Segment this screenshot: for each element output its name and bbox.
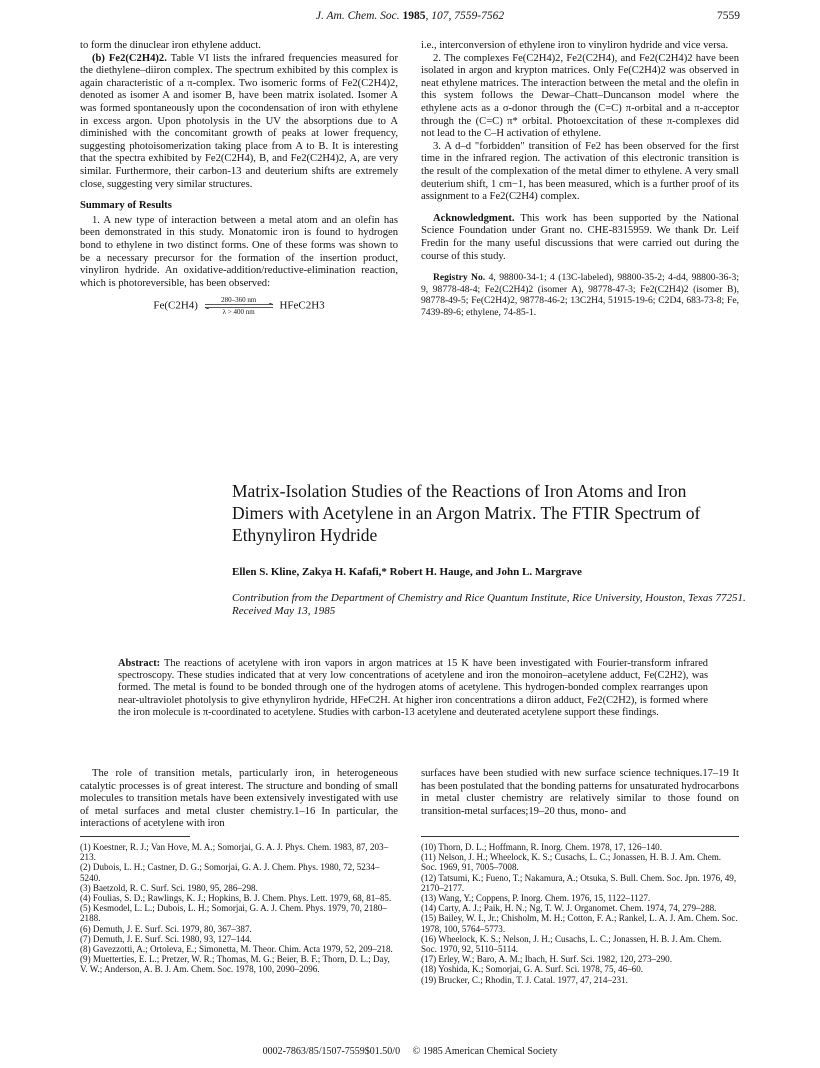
- prev-paragraph: 2. The complexes Fe(C2H4)2, Fe2(C2H4), and Fe2(C2H4)2 have been isolated in argon and krypton matrices. Only Fe(C2H4)2 was observed in neat ethylene matrices. The interaction between the metal and the olefin in this system follows the Dewar–Chatt–Duncanson model where the ethylene acts as a σ-donor through the (C=C) π-orbital and a π-acceptor through the (C=C) π* orbital. Photoexcitation of these π-complexes did not lead to the C–H activation of ethylene.: [421, 52, 739, 140]
- footnote-rule: [421, 836, 739, 837]
- article-affiliation: Contribution from the Department of Chemistry and Rice Quantum Institute, Rice University, Houston, Texas 77251. Received May 13, 1985: [232, 592, 746, 617]
- journal-name: J. Am. Chem. Soc.: [315, 10, 400, 22]
- abstract-text: The reactions of acetylene with iron vapors in argon matrices at 15 K have been investigated with Fourier-transform infrared spectroscopy. These studies indicated that at very low concentrations of acetylene and iron the monoiron–acetylene adduct, Fe(C2H2), was formed. The metal is found to be bonded through one of the hydrogen atoms of acetylene. This hydrogen-bonded complex rearranges upon near-ultraviolet photolysis to give ethynyliron hydride, HFeC2H. At higher iron concentrations a diiron adduct, Fe2(C2H2), is formed where the iron molecule is π-coordinated to acetylene. Studies with carbon-13 acetylene and deuterated acetylene support these findings.: [118, 658, 708, 718]
- reference-item: (18) Yoshida, K.; Somorjai, G. A. Surf. Sci. 1978, 75, 46–60.: [421, 964, 644, 975]
- prev-paragraph: i.e., interconversion of ethylene iron to vinyliron hydride and vice versa.: [421, 40, 729, 51]
- prev-article-left-column: [80, 40, 398, 316]
- abstract: [118, 658, 708, 719]
- abstract-label: Abstract:: [118, 658, 161, 669]
- registry-heading: Registry No.: [433, 272, 486, 284]
- reference-item: (10) Thorn, D. L.; Hoffmann, R. Inorg. Chem. 1978, 17, 126–140.: [421, 842, 662, 852]
- forward-condition: 280–360 nm: [221, 296, 257, 305]
- article-title: Matrix-Isolation Studies of the Reactions of Iron Atoms and Iron Dimers with Acetylene in an Argon Matrix. The FTIR Spectrum of Ethynyliron Hydride: [232, 481, 701, 545]
- prev-paragraph: 1. A new type of interaction between a metal atom and an olefin has been demonstrated in this study. Monatomic iron is found to hydrogen bond to ethylene in two distinct forms. One of these forms was shown to be a necessary precursor for the formation of the insertion product, vinyliron hydride. An oxidative-addition/reductive-elimination reaction, which is photoreversible, has been observed:: [80, 214, 398, 289]
- equation-reactant: Fe(C2H4): [153, 299, 198, 312]
- reference-item: (3) Baetzold, R. C. Surf. Sci. 1980, 95, 286–298.: [80, 882, 258, 893]
- copyright: © 1985 American Chemical Society: [412, 1046, 558, 1057]
- reference-item: (5) Kesmodel, L. L.; Dubois, L. H.; Somorjai, G. A. J. Chem. Phys. 1979, 70, 2180–2188.: [80, 903, 387, 924]
- reference-item: (12) Tatsumi, K.; Fueno, T.; Nakamura, A.; Otsuka, S. Bull. Chem. Soc. Jpn. 1976, 49, 2170–2177.: [421, 872, 737, 893]
- reference-item: (17) Erley, W.; Baro, A. M.; Ibach, H. Surf. Sci. 1982, 120, 273–290.: [421, 954, 672, 965]
- intro-paragraph: The role of transition metals, particularly iron, in heterogeneous catalytic processes is of great interest. The structure and bonding of small molecules to transition metals have been extensively investigated with use of metal surfaces and metal cluster chemistry.1–16 In particular, the interactions of acetylene with iron: [80, 768, 398, 830]
- running-head: [80, 10, 740, 22]
- intro-paragraph: surfaces have been studied with new surface science techniques.17–19 It has been postulated that the bonding patterns for unsaturated hydrocarbons in metal cluster chemistry are relatively similar to those found on transition-metal surfaces;19–20 thus, mono- and: [421, 768, 739, 817]
- references-left: [80, 842, 398, 975]
- acknowledgment-text: This work has been supported by the National Science Foundation under Grant no. CHE-8315959. We thank Dr. Leif Fredin for the many useful discussions that were carried out during the course of this study.: [421, 212, 739, 262]
- reference-item: (13) Wang, Y.; Coppens, P. Inorg. Chem. 1976, 15, 1122–1127.: [421, 893, 651, 904]
- acknowledgment: [421, 213, 739, 263]
- prev-paragraph: to form the dinuclear iron ethylene adduct.: [80, 40, 261, 51]
- article-title-block: [232, 480, 732, 546]
- equilibrium-arrow: [203, 296, 275, 316]
- reaction-equation: [80, 296, 398, 316]
- journal-year: 1985: [402, 10, 426, 22]
- reference-item: (16) Wheelock, K. S.; Nelson, J. H.; Cusachs, L. C.; Jonassen, H. B. J. Am. Chem. Soc. 1970, 92, 5110–5114.: [421, 933, 722, 955]
- intro-left-column: [80, 768, 398, 831]
- reference-item: (2) Dubois, L. H.; Castner, D. G.; Somorjai, G. A. J. Chem. Phys. 1980, 72, 5234–5240.: [80, 862, 380, 883]
- reference-item: (4) Foulias, S. D.; Rawlings, K. J.; Hopkins, B. J. Chem. Phys. Lett. 1979, 68, 81–85.: [80, 893, 392, 904]
- equation-product: HFeC2H3: [279, 299, 325, 312]
- page-number: 7559: [717, 10, 740, 22]
- footnote-rule: [80, 836, 190, 837]
- registry-text: 4, 98800-34-1; 4 (13C-labeled), 98800-35-2; 4-d4, 98800-36-3; 9, 98778-48-4; Fe2(C2H4)2 (isomer A), 98778-47-3; Fe2(C2H4)2 (isomer B), 98778-49-5; Fe(C2H4)2, 98778-46-2; 13C2H4, 51915-19-6; C2D4, 683-73-8; Fe, 7439-89-6; ethylene, 74-85-1.: [421, 272, 739, 318]
- section-heading: Summary of Results: [80, 200, 172, 212]
- acknowledgment-heading: Acknowledgment.: [433, 212, 515, 224]
- paragraph-text: Table VI lists the infrared frequencies measured for the diethylene–diiron complex. The spectrum exhibited by this complex is again characteristic of a π-complex. Two isomeric forms of Fe2(C2H4)2, denoted as isomer A and isomer B, have been matrix isolated. Isomer A was formed spontaneously upon the cocondensation of iron with ethylene in excess argon. Upon photolysis in the UV the absorptions due to A diminished with the concomitant growth of peaks at lower frequency, suggesting photoisomerization taking place from A to B. It is interesting that the spectra exhibited by Fe2(C2H4), B, and Fe2(C2H4)2, A, are very similar. Furthermore, their carbon-13 and deuterium shifts are extremely close, suggesting very similar structures.: [80, 52, 398, 190]
- article-authors: Ellen S. Kline, Zakya H. Kafafi,* Robert H. Hauge, and John L. Margrave: [232, 566, 582, 578]
- page-footer: [0, 1046, 820, 1057]
- reference-item: (9) Muetterties, E. L.; Pretzer, W. R.; Thomas, M. G.; Beier, B. F.; Thorn, D. L.; Day, V. W.; Anderson, A. B. J. Am. Chem. Soc. 1978, 100, 2090–2096.: [80, 954, 390, 975]
- journal-volume-pages: , 107, 7559-7562: [425, 10, 505, 22]
- reference-item: (19) Brucker, C.; Rhodin, T. J. Catal. 1977, 47, 214–231.: [421, 974, 628, 985]
- references-right: [421, 842, 739, 985]
- prev-paragraph: [80, 53, 398, 192]
- reference-item: (6) Demuth, J. E. Surf. Sci. 1979, 80, 367–387.: [80, 923, 252, 934]
- reference-item: (14) Carty, A. J.; Paik, H. N.; Ng, T. W. J. Organomet. Chem. 1974, 74, 279–288.: [421, 903, 717, 914]
- reference-item: (8) Gavezzotti, A.; Ortoleva, E.; Simonetta, M. Theor. Chim. Acta 1979, 52, 209–218.: [80, 944, 393, 955]
- reference-item: (11) Nelson, J. H.; Wheelock, K. S.; Cusachs, L. C.; Jonassen, H. B. J. Am. Chem. Soc. 1969, 91, 7005–7008.: [421, 852, 722, 873]
- prev-article-right-column: [421, 40, 739, 318]
- reference-item: (15) Bailey, W. I., Jr.; Chisholm, M. H.; Cotton, F. A.; Rankel, L. A. J. Am. Chem. Soc. 1978, 100, 5764–5773.: [421, 913, 738, 934]
- reference-item: (1) Koestner, R. J.; Van Hove, M. A.; Somorjai, G. A. J. Phys. Chem. 1983, 87, 203–213.: [80, 842, 389, 863]
- reference-item: (7) Demuth, J. E. Surf. Sci. 1980, 93, 127–144.: [80, 933, 252, 944]
- intro-right-column: [421, 768, 739, 818]
- subsection-heading: (b) Fe2(C2H4)2.: [92, 52, 167, 64]
- issn-code: 0002-7863/85/1507-7559$01.50/0: [262, 1046, 401, 1057]
- registry-numbers: [421, 272, 739, 318]
- reverse-condition: λ > 400 nm: [222, 308, 255, 317]
- prev-paragraph: 3. A d–d "forbidden" transition of Fe2 has been observed for the first time in the infrared region. The activation of this electronic transition is the result of the complexation of the metal dimer to ethylene. A very small deuterium shift, 1 cm−1, has been measured, which is a further proof of its assignment to a Fe2(C2H4) complex.: [421, 140, 739, 203]
